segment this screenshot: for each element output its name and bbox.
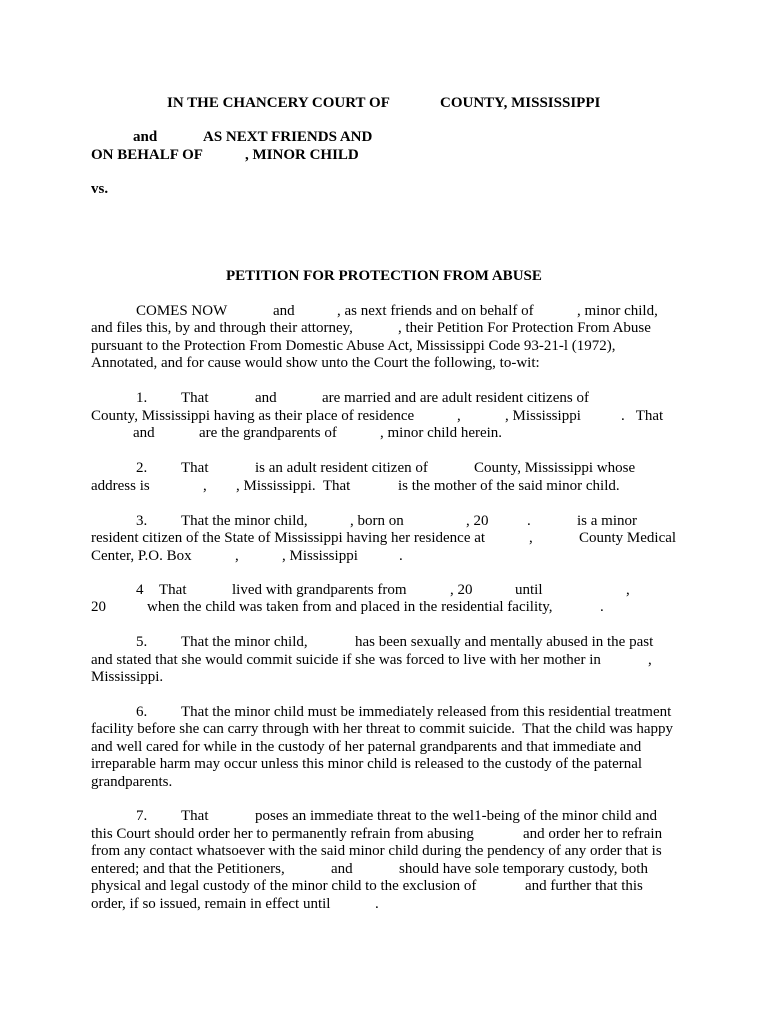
caption-vs: vs.: [91, 181, 109, 197]
p7-line2-b: and order her to refrain: [523, 826, 663, 842]
intro-and: and: [273, 303, 295, 319]
intro-comes-now: COMES NOW: [136, 303, 228, 319]
p2-mother: is the mother of the said minor child.: [398, 478, 620, 494]
p6-line2: facility before she can carry through with her threat to commit suicide. That the child was happy: [91, 721, 674, 737]
p4-number: 4: [136, 582, 144, 598]
p1-mississippi: , Mississippi: [505, 408, 581, 424]
p3-comma2: ,: [235, 548, 239, 564]
p5-line3: Mississippi.: [91, 669, 164, 685]
p5-number: 5.: [136, 634, 148, 650]
p7-line2-a: this Court should order her to permanently refrain from abusing: [91, 826, 474, 842]
intro-next-friends: , as next friends and on behalf of: [337, 303, 534, 319]
p4-comma: ,: [626, 582, 630, 598]
p4-twenty: 20: [91, 599, 106, 615]
p1-number: 1.: [136, 390, 148, 406]
p7-line4-a: entered; and that the Petitioners,: [91, 861, 285, 877]
p4-lived: lived with grandparents from: [232, 582, 407, 598]
p6-line1: That the minor child must be immediately released from this residential treatment: [181, 704, 672, 720]
p7-that: That: [181, 808, 209, 824]
p3-resident: resident citizen of the State of Mississippi having her residence at: [91, 530, 486, 546]
p7-line6-b: .: [375, 896, 379, 912]
p7-line3: from any contact whatsoever with the said minor child during the pendency of any order that is: [91, 843, 662, 859]
caption-on-behalf: ON BEHALF OF: [91, 147, 203, 163]
p3-number: 3.: [136, 513, 148, 529]
p6-number: 6.: [136, 704, 148, 720]
p4-until: until: [515, 582, 543, 598]
p2-address-is: address is: [91, 478, 150, 494]
intro-minor-child: , minor child,: [577, 303, 658, 319]
p4-taken: when the child was taken from and placed in the residential facility,: [147, 599, 553, 615]
p2-number: 2.: [136, 460, 148, 476]
p3-center: Center, P.O. Box: [91, 548, 192, 564]
p1-that-end: . That: [621, 408, 664, 424]
p7-line6-a: order, if so issued, remain in effect until: [91, 896, 331, 912]
p3-period: .: [527, 513, 531, 529]
p1-county-line: County, Mississippi having as their place of residence: [91, 408, 415, 424]
court-heading-left: IN THE CHANCERY COURT OF: [167, 95, 390, 111]
p4-that: That: [159, 582, 187, 598]
p1-that: That: [181, 390, 209, 406]
p5-comma: ,: [648, 652, 652, 668]
p5-that-minor: That the minor child,: [181, 634, 308, 650]
intro-line2-b: , their Petition For Protection From Abuse: [398, 320, 651, 336]
p3-mississippi: , Mississippi: [282, 548, 358, 564]
p3-period2: .: [399, 548, 403, 564]
p4-period: .: [600, 599, 604, 615]
p2-comma: ,: [203, 478, 207, 494]
p6-line3: and well cared for while in the custody of her paternal grandparents and that immediate and: [91, 739, 642, 755]
p4-comma-20: , 20: [450, 582, 473, 598]
caption-minor-child: , MINOR CHILD: [245, 147, 359, 163]
p6-line5: grandparents.: [91, 774, 173, 790]
p3-is-minor: is a minor: [577, 513, 637, 529]
p7-line4-c: should have sole temporary custody, both: [399, 861, 648, 877]
p5-abused: has been sexually and mentally abused in the past: [355, 634, 654, 650]
p3-county-medical: County Medical: [579, 530, 677, 546]
p1-and: and: [255, 390, 277, 406]
p2-mississippi-that: , Mississippi. That: [236, 478, 351, 494]
p3-comma-20: , 20: [466, 513, 489, 529]
page-title: PETITION FOR PROTECTION FROM ABUSE: [226, 268, 542, 284]
p2-county-whose: County, Mississippi whose: [474, 460, 636, 476]
p2-adult: is an adult resident citizen of: [255, 460, 428, 476]
p7-number: 7.: [136, 808, 148, 824]
intro-line2-a: and files this, by and through their attorney,: [91, 320, 353, 336]
p1-comma: ,: [457, 408, 461, 424]
p7-threat: poses an immediate threat to the wel1-being of the minor child and: [255, 808, 657, 824]
p7-line5-a: physical and legal custody of the minor child to the exclusion of: [91, 878, 477, 894]
p1-grandparents: are the grandparents of: [199, 425, 337, 441]
p3-born-on: , born on: [350, 513, 404, 529]
p1-married: are married and are adult resident citizens of: [322, 390, 589, 406]
p1-and2: and: [133, 425, 155, 441]
caption-and: and: [133, 129, 158, 145]
p1-minor-herein: , minor child herein.: [380, 425, 503, 441]
p7-line5-b: and further that this: [525, 878, 643, 894]
intro-line3: pursuant to the Protection From Domestic Abuse Act, Mississippi Code 93-21-l (1972),: [91, 338, 616, 354]
p7-line4-b: and: [331, 861, 353, 877]
p2-that: That: [181, 460, 209, 476]
p3-comma: ,: [529, 530, 533, 546]
p5-line2: and stated that she would commit suicide if she was forced to live with her mother in: [91, 652, 601, 668]
intro-line4: Annotated, and for cause would show unto the Court the following, to-wit:: [91, 355, 540, 371]
p3-that-minor: That the minor child,: [181, 513, 308, 529]
caption-next-friends: AS NEXT FRIENDS AND: [203, 129, 373, 145]
court-heading-right: COUNTY, MISSISSIPPI: [440, 95, 601, 111]
p6-line4: irreparable harm may occur unless this minor child is released to the custody of the paternal: [91, 756, 643, 772]
